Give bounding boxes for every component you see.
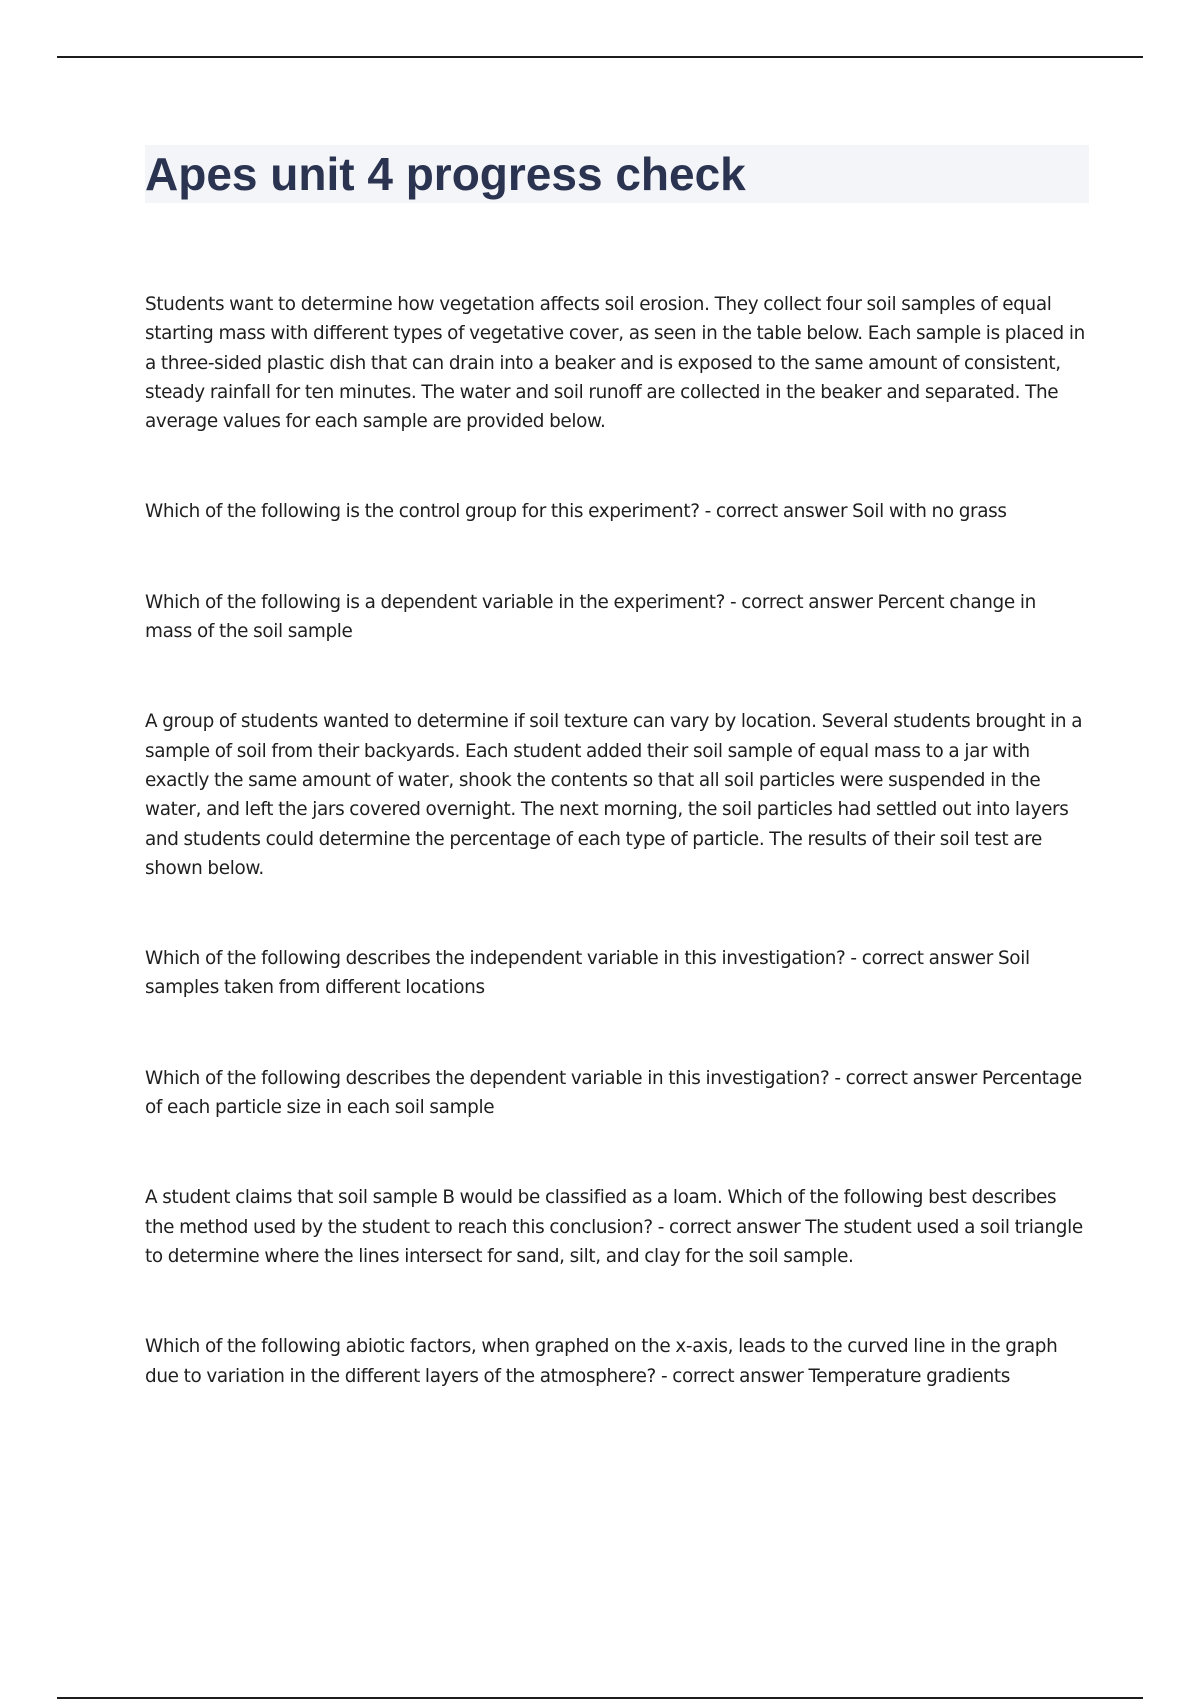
question-loam-method: A student claims that soil sample B would be classified as a loam. Which of the following best describes the method used by the student to reach this conclusion? - correct answer The student used a soil triangle to determine where the lines intersect for sand, silt, and clay for the soil sample. [145,1187,1083,1267]
page-title: Apes unit 4 progress check [145,148,746,200]
footer-rule [57,1697,1143,1699]
question-dependent-variable: Which of the following is a dependent variable in the experiment? - correct answer Percent change in mass of the soil sample [145,591,1036,643]
question-independent-variable: Which of the following describes the independent variable in this investigation? - correct answer Soil samples taken from different locations [145,948,1030,999]
question-dependent-variable-investigation: Which of the following describes the dependent variable in this investigation? - correct answer Percentage of each particle size in each soil sample [145,1067,1082,1119]
header-rule [57,56,1143,58]
intro-paragraph-soil-texture: A group of students wanted to determine if soil texture can vary by location. Several students brought in a sample of soil from their backyards. Each student added their soil sample of equal mass to a jar with exactly the same amount of water, shook the contents so that all soil particles were suspended in the water, and left the jars covered overnight. The next morning, the soil particles had settled out into layers and students could determine the percentage of each type of particle. The results of their soil test are shown below. [145,711,1083,879]
question-control-group: Which of the following is the control group for this experiment? - correct answer Soil with no grass [145,501,1007,523]
intro-paragraph-erosion: Students want to determine how vegetation affects soil erosion. They collect four soil samples of equal starting mass with different types of vegetative cover, as seen in the table below. Each sample is placed in a three-sided plastic dish that can drain into a beaker and is exposed to the same amount of consistent, steady rainfall for ten minutes. The water and soil runoff are collected in the beaker and separated. The average values for each sample are provided below. [145,294,1085,433]
question-abiotic-factor: Which of the following abiotic factors, when graphed on the x-axis, leads to the curved line in the graph due to variation in the different layers of the atmosphere? - correct answer Temperature gradients [145,1336,1058,1387]
document-body [145,290,1085,1391]
